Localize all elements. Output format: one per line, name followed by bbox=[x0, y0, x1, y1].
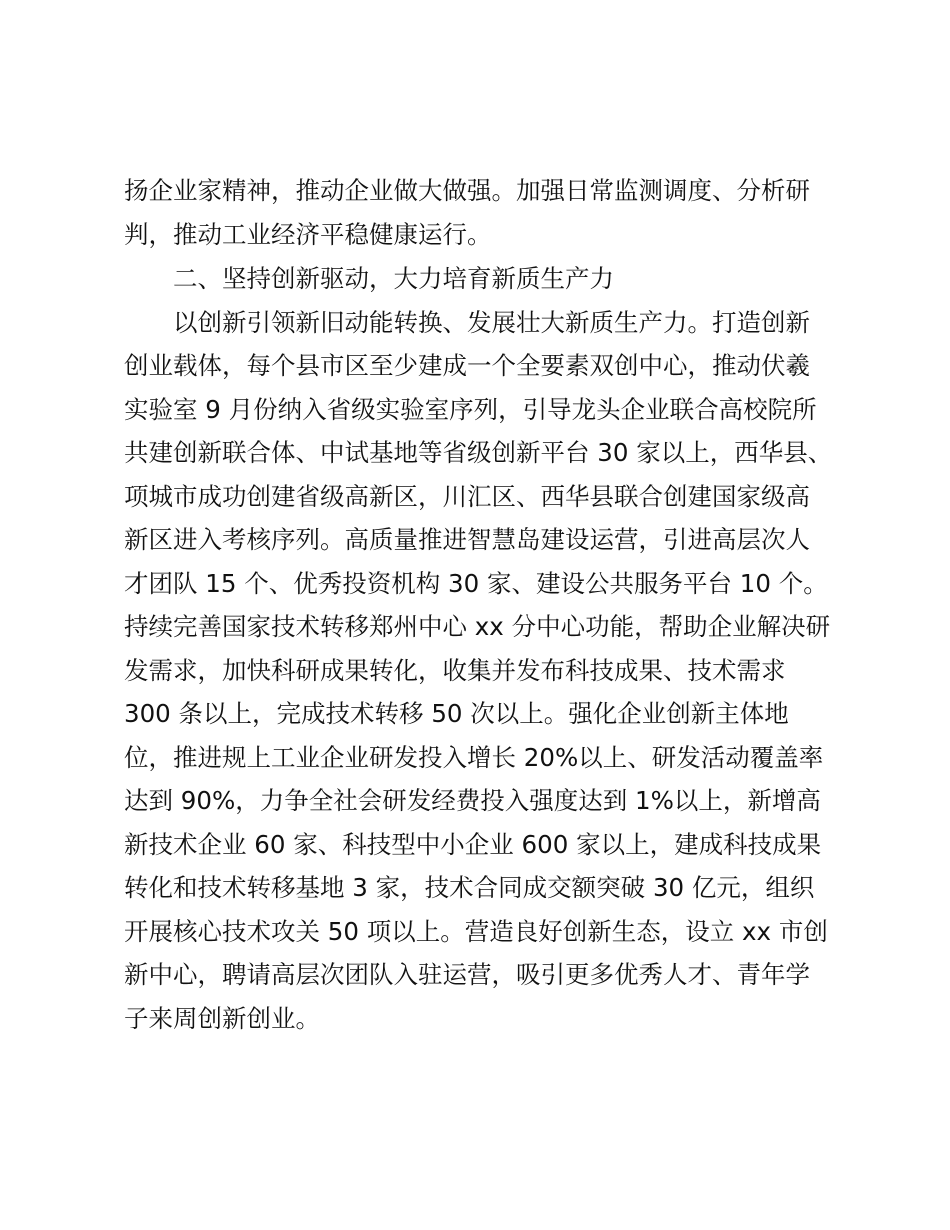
section-heading: 二、坚持创新驱动，大力培育新质生产力 bbox=[173, 264, 614, 293]
text-line: 以创新引领新旧动能转换、发展壮大新质生产力。打造创新 bbox=[173, 308, 810, 337]
text-line: 达到 90%，力争全社会研发经费投入强度达到 1%以上，新增高 bbox=[124, 786, 821, 815]
text-line: 子来周创新创业。 bbox=[124, 1004, 320, 1033]
text-line: 发需求，加快科研成果转化，收集并发布科技成果、技术需求 bbox=[124, 656, 786, 685]
text-line: 新区进入考核序列。高质量推进智慧岛建设运营，引进高层次人 bbox=[124, 525, 810, 554]
text-line: 创业载体，每个县市区至少建成一个全要素双创中心，推动伏羲 bbox=[124, 351, 810, 380]
text-line: 开展核心技术攻关 50 项以上。营造良好创新生态，设立 xx 市创 bbox=[124, 917, 828, 946]
text-line: 判，推动工业经济平稳健康运行。 bbox=[124, 220, 492, 249]
text-line: 扬企业家精神，推动企业做大做强。加强日常监测调度、分析研 bbox=[124, 176, 810, 205]
text-line: 共建创新联合体、中试基地等省级创新平台 30 家以上，西华县、 bbox=[124, 438, 833, 467]
text-line: 新中心，聘请高层次团队入驻运营，吸引更多优秀人才、青年学 bbox=[124, 960, 810, 989]
text-line: 300 条以上，完成技术转移 50 次以上。强化企业创新主体地 bbox=[124, 699, 789, 728]
text-line: 转化和技术转移基地 3 家，技术合同成交额突破 30 亿元，组织 bbox=[124, 873, 815, 902]
text-line: 位，推进规上工业企业研发投入增长 20%以上、研发活动覆盖率 bbox=[124, 743, 824, 772]
text-line: 项城市成功创建省级高新区，川汇区、西华县联合创建国家级高 bbox=[124, 482, 810, 511]
text-line: 实验室 9 月份纳入省级实验室序列，引导龙头企业联合高校院所 bbox=[124, 395, 817, 424]
text-line: 才团队 15 个、优秀投资机构 30 家、建设公共服务平台 10 个。 bbox=[124, 569, 828, 598]
text-line: 新技术企业 60 家、科技型中小企业 600 家以上，建成科技成果 bbox=[124, 830, 822, 859]
text-line: 持续完善国家技术转移郑州中心 xx 分中心功能，帮助企业解决研 bbox=[124, 612, 831, 641]
